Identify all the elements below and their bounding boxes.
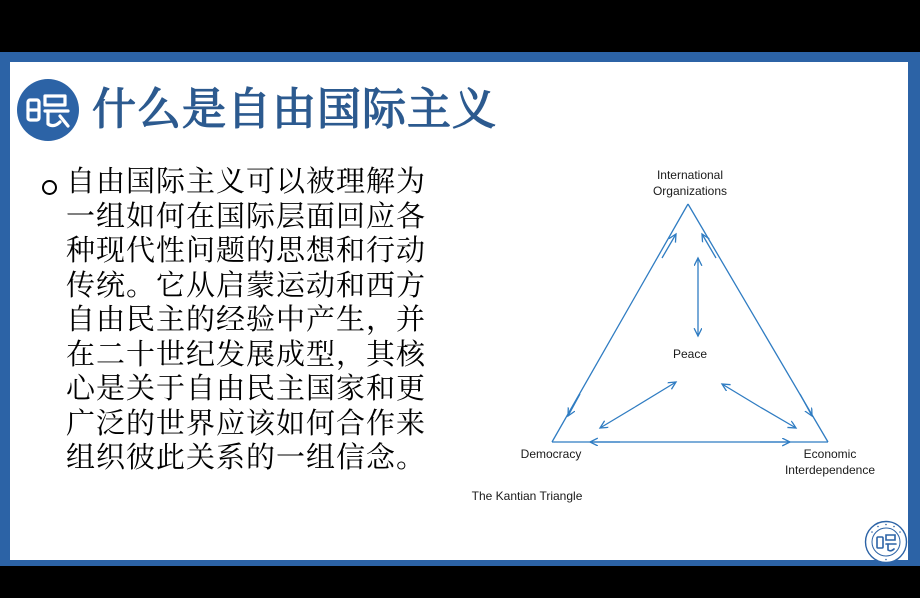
node-top-label-2: Organizations bbox=[652, 184, 728, 198]
node-left-label: Democracy bbox=[520, 447, 582, 461]
diagram-caption: The Kantian Triangle bbox=[471, 489, 583, 503]
arrow-right-up bbox=[702, 234, 716, 258]
xi-logo-icon bbox=[16, 78, 80, 142]
node-top-label: International bbox=[656, 168, 724, 182]
arrow-left-down bbox=[568, 394, 580, 416]
university-seal-icon bbox=[864, 520, 908, 564]
spoke-peace-right bbox=[760, 407, 796, 428]
spoke-left-peace bbox=[635, 382, 676, 407]
slide-panel bbox=[10, 62, 908, 560]
node-center-label: Peace bbox=[672, 347, 708, 361]
spoke-peace-left bbox=[600, 407, 635, 428]
slide-title: 什么是自由国际主义 bbox=[92, 84, 497, 135]
bullet-circle-icon bbox=[42, 180, 57, 195]
kantian-triangle-diagram bbox=[450, 162, 910, 562]
slide-frame bbox=[0, 52, 920, 566]
spoke-right-peace bbox=[722, 384, 760, 407]
node-right-label: Economic bbox=[803, 447, 857, 461]
node-right-label-2: Interdependence bbox=[784, 463, 876, 477]
bullet-item bbox=[32, 164, 452, 475]
triangle-side-left bbox=[552, 204, 688, 442]
arrow-right-down bbox=[800, 394, 812, 416]
bullet-text: 自由国际主义可以被理解为一组如何在国际层面回应各种现代性问题的思想和行动传统。它从启蒙运动和西方自由民主的经验中产生，并在二十世纪发展成型，其核心是关于自由民主国家和更广泛的世界应该如何合作来组织彼此关系的一组信念。 bbox=[66, 164, 427, 474]
